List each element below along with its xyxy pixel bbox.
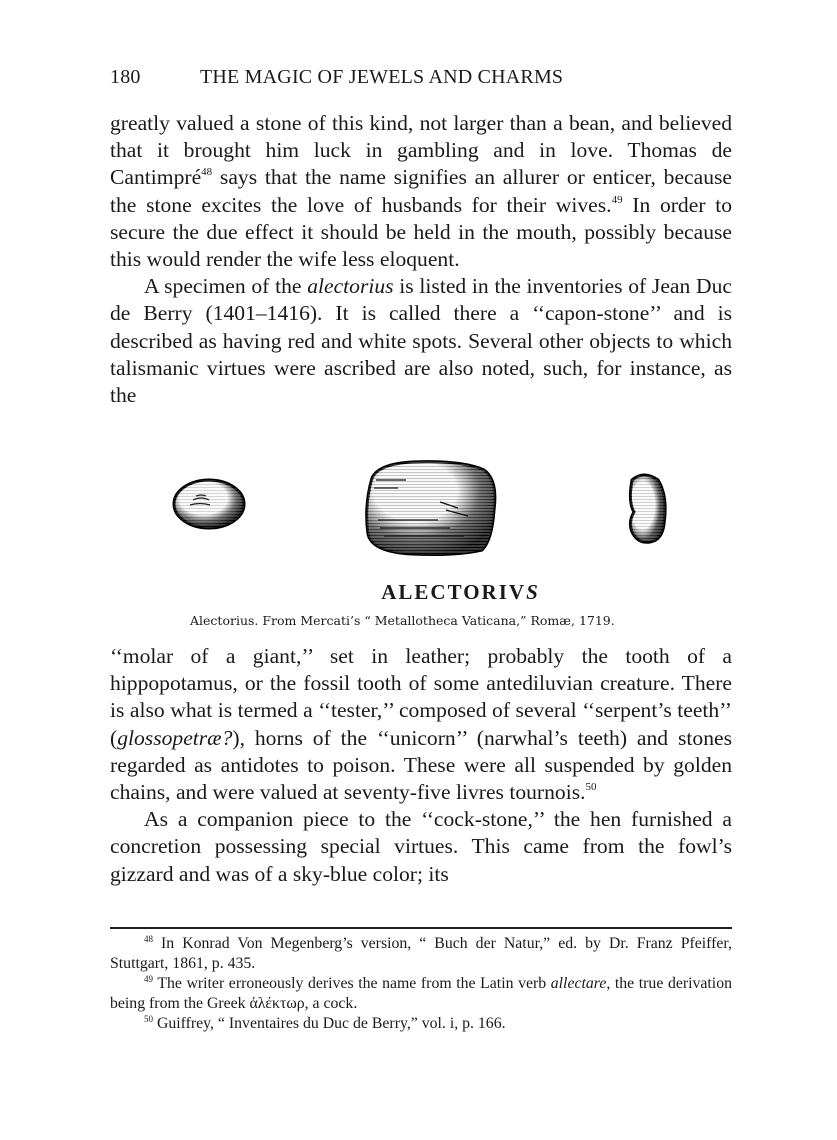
footnote-50 <box>110 1014 732 1034</box>
footnote-ref[interactable]: 49 <box>611 193 623 206</box>
page-number: 180 <box>110 66 141 88</box>
text-run: greatly valued a stone of this kind, not larger than a bean, and believed that it brought him luck in gambling and in love. Thomas de Cantimpré <box>110 111 732 190</box>
footnote-number: 48 <box>144 934 153 944</box>
text-run: ‘‘molar of a giant,’’ set in leather; probably the tooth of a hippopotamus, or the fossil tooth of some antediluvian creature. There is also what is termed a ‘‘tester,’’ composed of several ‘‘serpent’s teeth’’ ( <box>110 644 732 750</box>
figure-title-main: ALECTORIV <box>381 580 527 604</box>
figure-title-suffix: S <box>526 580 540 604</box>
footnote-divider <box>110 927 732 929</box>
small-oval-stone <box>174 480 244 528</box>
body-text-bottom <box>110 643 732 888</box>
footnotes <box>110 934 732 1034</box>
footnote-text: In Konrad Von Megenberg’s version, “ Buch der Natur,” ed. by Dr. Franz Pfeiffer, Stuttgart, 1861, p. 435. <box>110 935 732 972</box>
body-text-top <box>110 110 732 409</box>
footnote-number: 50 <box>144 1014 153 1024</box>
footnote-49 <box>110 974 732 1014</box>
text-run: In order to secure the due effect it should be held in the mouth, possibly because this would render the wife less eloquent. <box>110 192 732 272</box>
footnote-ref[interactable]: 50 <box>585 781 597 794</box>
figure-title <box>0 580 837 605</box>
italic-term: allectare <box>550 975 607 992</box>
large-rounded-stone <box>367 462 495 555</box>
italic-term: glossopetræ? <box>117 725 233 750</box>
footnote-text: , the true derivation being from the Greek ἀλέκτωρ, a cock. <box>110 975 732 1012</box>
running-title: THE MAGIC OF JEWELS AND CHARMS <box>200 66 564 88</box>
bean-shaped-stone <box>630 475 665 542</box>
text-run: A specimen of the <box>144 274 308 299</box>
running-header <box>110 66 750 89</box>
footnote-48 <box>110 934 732 974</box>
text-run: is listed in the inventories of Jean Duc de Berry (1401–1416). It is called there a ‘‘capon-stone’’ and is described as having red and white spots. Several other objects to which talismanic virtues were ascribed are also noted, such, for instance, as the <box>110 274 732 408</box>
footnote-number: 49 <box>144 974 153 984</box>
footnote-text: The writer erroneously derives the name from the Latin verb <box>153 975 551 992</box>
paragraph <box>110 110 732 273</box>
text-run: says that the name signifies an allurer or enticer, because the stone excites the love of husbands for their wives. <box>110 165 732 217</box>
paragraph <box>110 643 732 806</box>
footnote-text: Guiffrey, “ Inventaires du Duc de Berry,” vol. i, p. 166. <box>153 1015 506 1032</box>
footnote-ref[interactable]: 48 <box>201 166 213 179</box>
paragraph: As a companion piece to the ‘‘cock-stone,’’ the hen furnished a concretion possessing special virtues. This came from the fowl’s gizzard and was of a sky-blue color; its <box>110 807 732 886</box>
text-run: ), horns of the ‘‘unicorn’’ (narwhal’s teeth) and stones regarded as antidotes to poison. These were all suspended by golden chains, and were valued at seventy-five livres tournois. <box>110 725 732 805</box>
italic-term: alectorius <box>307 274 394 299</box>
figure-illustration <box>0 450 837 640</box>
paragraph <box>110 273 732 409</box>
figure-caption: Alectorius. From Mercati’s “ Metallotheca Vaticana,” Romæ, 1719. <box>190 613 615 628</box>
